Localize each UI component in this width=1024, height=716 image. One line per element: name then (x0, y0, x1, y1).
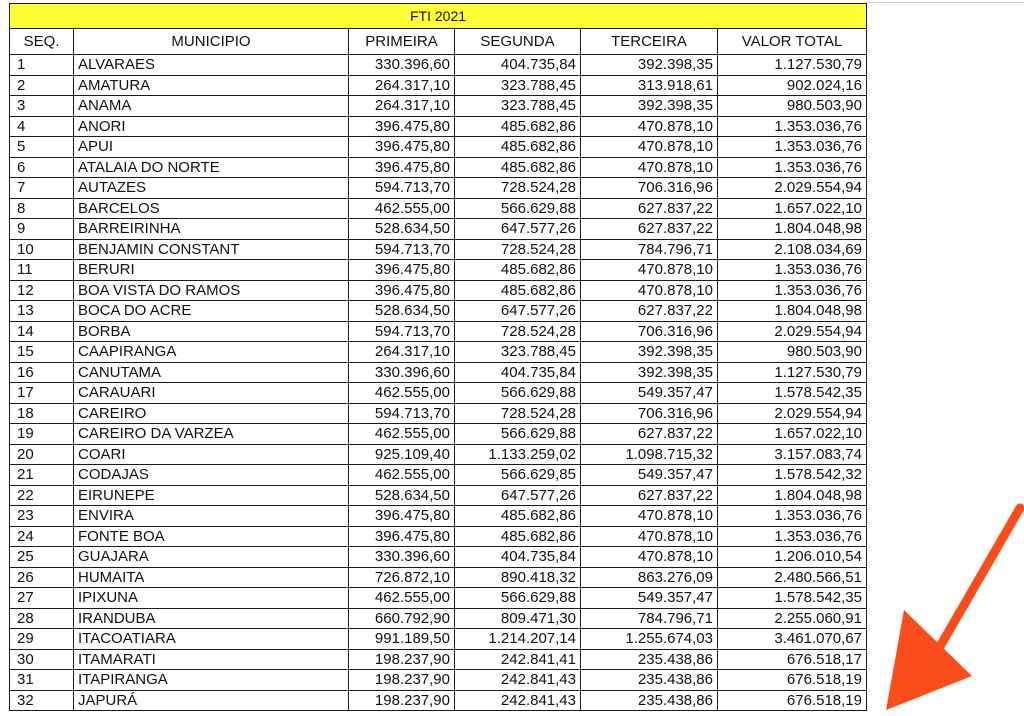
primeira-cell: 330.396,60 (349, 547, 455, 568)
valor-total-cell: 1.804.048,98 (718, 301, 867, 322)
segunda-cell: 890.418,32 (455, 567, 581, 588)
segunda-cell: 647.577,26 (455, 219, 581, 240)
municipio-cell: APUI (74, 137, 349, 158)
seq-cell: 2 (10, 75, 74, 96)
seq-cell: 4 (10, 116, 74, 137)
segunda-cell: 323.788,45 (455, 342, 581, 363)
municipio-cell: ANORI (74, 116, 349, 137)
municipio-cell: AMATURA (74, 75, 349, 96)
header-terceira: TERCEIRA (581, 29, 718, 55)
header-segunda: SEGUNDA (455, 29, 581, 55)
valor-total-cell: 1.353.036,76 (718, 157, 867, 178)
seq-cell: 13 (10, 301, 74, 322)
primeira-cell: 991.189,50 (349, 629, 455, 650)
segunda-cell: 566.629,88 (455, 424, 581, 445)
terceira-cell: 549.357,47 (581, 465, 718, 486)
municipio-cell: HUMAITA (74, 567, 349, 588)
valor-total-cell: 676.518,17 (718, 649, 867, 670)
terceira-cell: 392.398,35 (581, 55, 718, 76)
primeira-cell: 462.555,00 (349, 424, 455, 445)
terceira-cell: 706.316,96 (581, 403, 718, 424)
seq-cell: 24 (10, 526, 74, 547)
table-row (10, 424, 867, 445)
valor-total-cell: 1.353.036,76 (718, 280, 867, 301)
segunda-cell: 242.841,43 (455, 670, 581, 691)
primeira-cell: 264.317,10 (349, 342, 455, 363)
primeira-cell: 198.237,90 (349, 690, 455, 711)
table-row (10, 690, 867, 711)
terceira-cell: 313.918,61 (581, 75, 718, 96)
table-row (10, 178, 867, 199)
primeira-cell: 396.475,80 (349, 506, 455, 527)
valor-total-cell: 3.461.070,67 (718, 629, 867, 650)
valor-total-cell: 1.353.036,76 (718, 137, 867, 158)
primeira-cell: 396.475,80 (349, 137, 455, 158)
segunda-cell: 485.682,86 (455, 506, 581, 527)
terceira-cell: 1.255.674,03 (581, 629, 718, 650)
primeira-cell: 594.713,70 (349, 178, 455, 199)
terceira-cell: 392.398,35 (581, 362, 718, 383)
primeira-cell: 198.237,90 (349, 649, 455, 670)
primeira-cell: 462.555,00 (349, 198, 455, 219)
valor-total-cell: 1.127.530,79 (718, 362, 867, 383)
valor-total-cell: 980.503,90 (718, 342, 867, 363)
seq-cell: 5 (10, 137, 74, 158)
terceira-cell: 470.878,10 (581, 116, 718, 137)
segunda-cell: 728.524,28 (455, 321, 581, 342)
terceira-cell: 470.878,10 (581, 260, 718, 281)
seq-cell: 29 (10, 629, 74, 650)
municipio-cell: EIRUNEPE (74, 485, 349, 506)
municipio-cell: CARAUARI (74, 383, 349, 404)
segunda-cell: 485.682,86 (455, 280, 581, 301)
seq-cell: 26 (10, 567, 74, 588)
table-row (10, 547, 867, 568)
segunda-cell: 485.682,86 (455, 157, 581, 178)
segunda-cell: 485.682,86 (455, 260, 581, 281)
primeira-cell: 528.634,50 (349, 301, 455, 322)
municipio-cell: CAREIRO DA VARZEA (74, 424, 349, 445)
terceira-cell: 863.276,09 (581, 567, 718, 588)
terceira-cell: 470.878,10 (581, 506, 718, 527)
table-row (10, 321, 867, 342)
municipio-cell: ANAMA (74, 96, 349, 117)
arrow-annotation (880, 500, 1024, 716)
segunda-cell: 566.629,88 (455, 383, 581, 404)
seq-cell: 14 (10, 321, 74, 342)
seq-cell: 22 (10, 485, 74, 506)
table-body (10, 55, 867, 711)
table-title-row (10, 4, 867, 29)
terceira-cell: 549.357,47 (581, 588, 718, 609)
segunda-cell: 242.841,41 (455, 649, 581, 670)
terceira-cell: 235.438,86 (581, 670, 718, 691)
table-row (10, 588, 867, 609)
seq-cell: 18 (10, 403, 74, 424)
header-municipio: MUNICIPIO (74, 29, 349, 55)
segunda-cell: 323.788,45 (455, 75, 581, 96)
valor-total-cell: 1.127.530,79 (718, 55, 867, 76)
table-row (10, 485, 867, 506)
table-row (10, 649, 867, 670)
terceira-cell: 470.878,10 (581, 157, 718, 178)
table-title: FTI 2021 (10, 4, 867, 29)
seq-cell: 12 (10, 280, 74, 301)
segunda-cell: 404.735,84 (455, 547, 581, 568)
terceira-cell: 627.837,22 (581, 301, 718, 322)
segunda-cell: 647.577,26 (455, 485, 581, 506)
primeira-cell: 330.396,60 (349, 55, 455, 76)
valor-total-cell: 676.518,19 (718, 690, 867, 711)
primeira-cell: 528.634,50 (349, 219, 455, 240)
valor-total-cell: 2.029.554,94 (718, 403, 867, 424)
seq-cell: 19 (10, 424, 74, 445)
valor-total-cell: 3.157.083,74 (718, 444, 867, 465)
municipio-cell: BERURI (74, 260, 349, 281)
header-primeira: PRIMEIRA (349, 29, 455, 55)
table-row (10, 260, 867, 281)
header-valor-total: VALOR TOTAL (718, 29, 867, 55)
terceira-cell: 235.438,86 (581, 649, 718, 670)
fti-2021-table (9, 3, 867, 711)
terceira-cell: 627.837,22 (581, 485, 718, 506)
table-row (10, 526, 867, 547)
municipio-cell: JAPURÁ (74, 690, 349, 711)
terceira-cell: 470.878,10 (581, 547, 718, 568)
table-row (10, 55, 867, 76)
top-border-line (866, 2, 1024, 3)
segunda-cell: 809.471,30 (455, 608, 581, 629)
municipio-cell: ALVARAES (74, 55, 349, 76)
seq-cell: 30 (10, 649, 74, 670)
primeira-cell: 396.475,80 (349, 280, 455, 301)
municipio-cell: BOCA DO ACRE (74, 301, 349, 322)
terceira-cell: 235.438,86 (581, 690, 718, 711)
valor-total-cell: 1.657.022,10 (718, 424, 867, 445)
valor-total-cell: 2.029.554,94 (718, 178, 867, 199)
segunda-cell: 323.788,45 (455, 96, 581, 117)
terceira-cell: 627.837,22 (581, 198, 718, 219)
segunda-cell: 485.682,86 (455, 137, 581, 158)
municipio-cell: ATALAIA DO NORTE (74, 157, 349, 178)
primeira-cell: 594.713,70 (349, 403, 455, 424)
primeira-cell: 462.555,00 (349, 465, 455, 486)
segunda-cell: 404.735,84 (455, 55, 581, 76)
table-row (10, 301, 867, 322)
primeira-cell: 726.872,10 (349, 567, 455, 588)
valor-total-cell: 2.108.034,69 (718, 239, 867, 260)
seq-cell: 3 (10, 96, 74, 117)
seq-cell: 17 (10, 383, 74, 404)
municipio-cell: COARI (74, 444, 349, 465)
seq-cell: 10 (10, 239, 74, 260)
primeira-cell: 925.109,40 (349, 444, 455, 465)
municipio-cell: ITAMARATI (74, 649, 349, 670)
seq-cell: 16 (10, 362, 74, 383)
seq-cell: 31 (10, 670, 74, 691)
seq-cell: 32 (10, 690, 74, 711)
seq-cell: 15 (10, 342, 74, 363)
table-row (10, 362, 867, 383)
terceira-cell: 627.837,22 (581, 424, 718, 445)
municipio-cell: BORBA (74, 321, 349, 342)
municipio-cell: FONTE BOA (74, 526, 349, 547)
municipio-cell: ITACOATIARA (74, 629, 349, 650)
municipio-cell: BARCELOS (74, 198, 349, 219)
terceira-cell: 549.357,47 (581, 383, 718, 404)
valor-total-cell: 1.657.022,10 (718, 198, 867, 219)
table-row (10, 608, 867, 629)
municipio-cell: GUAJARA (74, 547, 349, 568)
terceira-cell: 784.796,71 (581, 239, 718, 260)
table-row (10, 465, 867, 486)
table-row (10, 198, 867, 219)
municipio-cell: CANUTAMA (74, 362, 349, 383)
table-row (10, 403, 867, 424)
primeira-cell: 594.713,70 (349, 239, 455, 260)
seq-cell: 11 (10, 260, 74, 281)
seq-cell: 27 (10, 588, 74, 609)
segunda-cell: 728.524,28 (455, 239, 581, 260)
table-row (10, 280, 867, 301)
municipio-cell: IPIXUNA (74, 588, 349, 609)
segunda-cell: 647.577,26 (455, 301, 581, 322)
valor-total-cell: 1.353.036,76 (718, 260, 867, 281)
valor-total-cell: 2.255.060,91 (718, 608, 867, 629)
table-row (10, 137, 867, 158)
municipio-cell: CAREIRO (74, 403, 349, 424)
seq-cell: 6 (10, 157, 74, 178)
segunda-cell: 566.629,88 (455, 198, 581, 219)
terceira-cell: 470.878,10 (581, 137, 718, 158)
valor-total-cell: 1.353.036,76 (718, 526, 867, 547)
municipio-cell: CAAPIRANGA (74, 342, 349, 363)
segunda-cell: 728.524,28 (455, 178, 581, 199)
table-row (10, 219, 867, 240)
valor-total-cell: 1.804.048,98 (718, 485, 867, 506)
seq-cell: 1 (10, 55, 74, 76)
seq-cell: 23 (10, 506, 74, 527)
valor-total-cell: 1.578.542,32 (718, 465, 867, 486)
terceira-cell: 392.398,35 (581, 96, 718, 117)
valor-total-cell: 980.503,90 (718, 96, 867, 117)
segunda-cell: 566.629,88 (455, 588, 581, 609)
valor-total-cell: 2.480.566,51 (718, 567, 867, 588)
seq-cell: 21 (10, 465, 74, 486)
terceira-cell: 470.878,10 (581, 526, 718, 547)
seq-cell: 8 (10, 198, 74, 219)
primeira-cell: 396.475,80 (349, 526, 455, 547)
valor-total-cell: 2.029.554,94 (718, 321, 867, 342)
segunda-cell: 485.682,86 (455, 526, 581, 547)
terceira-cell: 392.398,35 (581, 342, 718, 363)
terceira-cell: 627.837,22 (581, 219, 718, 240)
seq-cell: 9 (10, 219, 74, 240)
table-row (10, 444, 867, 465)
seq-cell: 28 (10, 608, 74, 629)
arrow-shaft (938, 508, 1020, 650)
primeira-cell: 594.713,70 (349, 321, 455, 342)
municipio-cell: AUTAZES (74, 178, 349, 199)
arrow-head (886, 610, 972, 710)
column-header-row (10, 29, 867, 55)
valor-total-cell: 1.578.542,35 (718, 383, 867, 404)
municipio-cell: IRANDUBA (74, 608, 349, 629)
table-row (10, 116, 867, 137)
municipio-cell: CODAJAS (74, 465, 349, 486)
primeira-cell: 660.792,90 (349, 608, 455, 629)
seq-cell: 7 (10, 178, 74, 199)
header-seq: SEQ. (10, 29, 74, 55)
primeira-cell: 528.634,50 (349, 485, 455, 506)
segunda-cell: 1.133.259,02 (455, 444, 581, 465)
valor-total-cell: 1.206.010,54 (718, 547, 867, 568)
table-row (10, 239, 867, 260)
terceira-cell: 706.316,96 (581, 321, 718, 342)
primeira-cell: 330.396,60 (349, 362, 455, 383)
segunda-cell: 566.629,85 (455, 465, 581, 486)
terceira-cell: 1.098.715,32 (581, 444, 718, 465)
table-row (10, 506, 867, 527)
seq-cell: 20 (10, 444, 74, 465)
primeira-cell: 396.475,80 (349, 260, 455, 281)
terceira-cell: 784.796,71 (581, 608, 718, 629)
municipio-cell: BOA VISTA DO RAMOS (74, 280, 349, 301)
table-row (10, 75, 867, 96)
municipio-cell: ENVIRA (74, 506, 349, 527)
segunda-cell: 404.735,84 (455, 362, 581, 383)
segunda-cell: 1.214.207,14 (455, 629, 581, 650)
primeira-cell: 264.317,10 (349, 75, 455, 96)
table-row (10, 383, 867, 404)
municipio-cell: BENJAMIN CONSTANT (74, 239, 349, 260)
valor-total-cell: 1.804.048,98 (718, 219, 867, 240)
primeira-cell: 396.475,80 (349, 157, 455, 178)
terceira-cell: 706.316,96 (581, 178, 718, 199)
table-row (10, 567, 867, 588)
municipio-cell: BARREIRINHA (74, 219, 349, 240)
valor-total-cell: 676.518,19 (718, 670, 867, 691)
primeira-cell: 198.237,90 (349, 670, 455, 691)
segunda-cell: 728.524,28 (455, 403, 581, 424)
primeira-cell: 462.555,00 (349, 588, 455, 609)
segunda-cell: 242.841,43 (455, 690, 581, 711)
primeira-cell: 462.555,00 (349, 383, 455, 404)
valor-total-cell: 1.353.036,76 (718, 116, 867, 137)
valor-total-cell: 1.578.542,35 (718, 588, 867, 609)
valor-total-cell: 1.353.036,76 (718, 506, 867, 527)
primeira-cell: 396.475,80 (349, 116, 455, 137)
seq-cell: 25 (10, 547, 74, 568)
segunda-cell: 485.682,86 (455, 116, 581, 137)
terceira-cell: 470.878,10 (581, 280, 718, 301)
table-row (10, 342, 867, 363)
table-row (10, 629, 867, 650)
table-row (10, 96, 867, 117)
primeira-cell: 264.317,10 (349, 96, 455, 117)
municipio-cell: ITAPIRANGA (74, 670, 349, 691)
table-row (10, 670, 867, 691)
table-row (10, 157, 867, 178)
valor-total-cell: 902.024,16 (718, 75, 867, 96)
